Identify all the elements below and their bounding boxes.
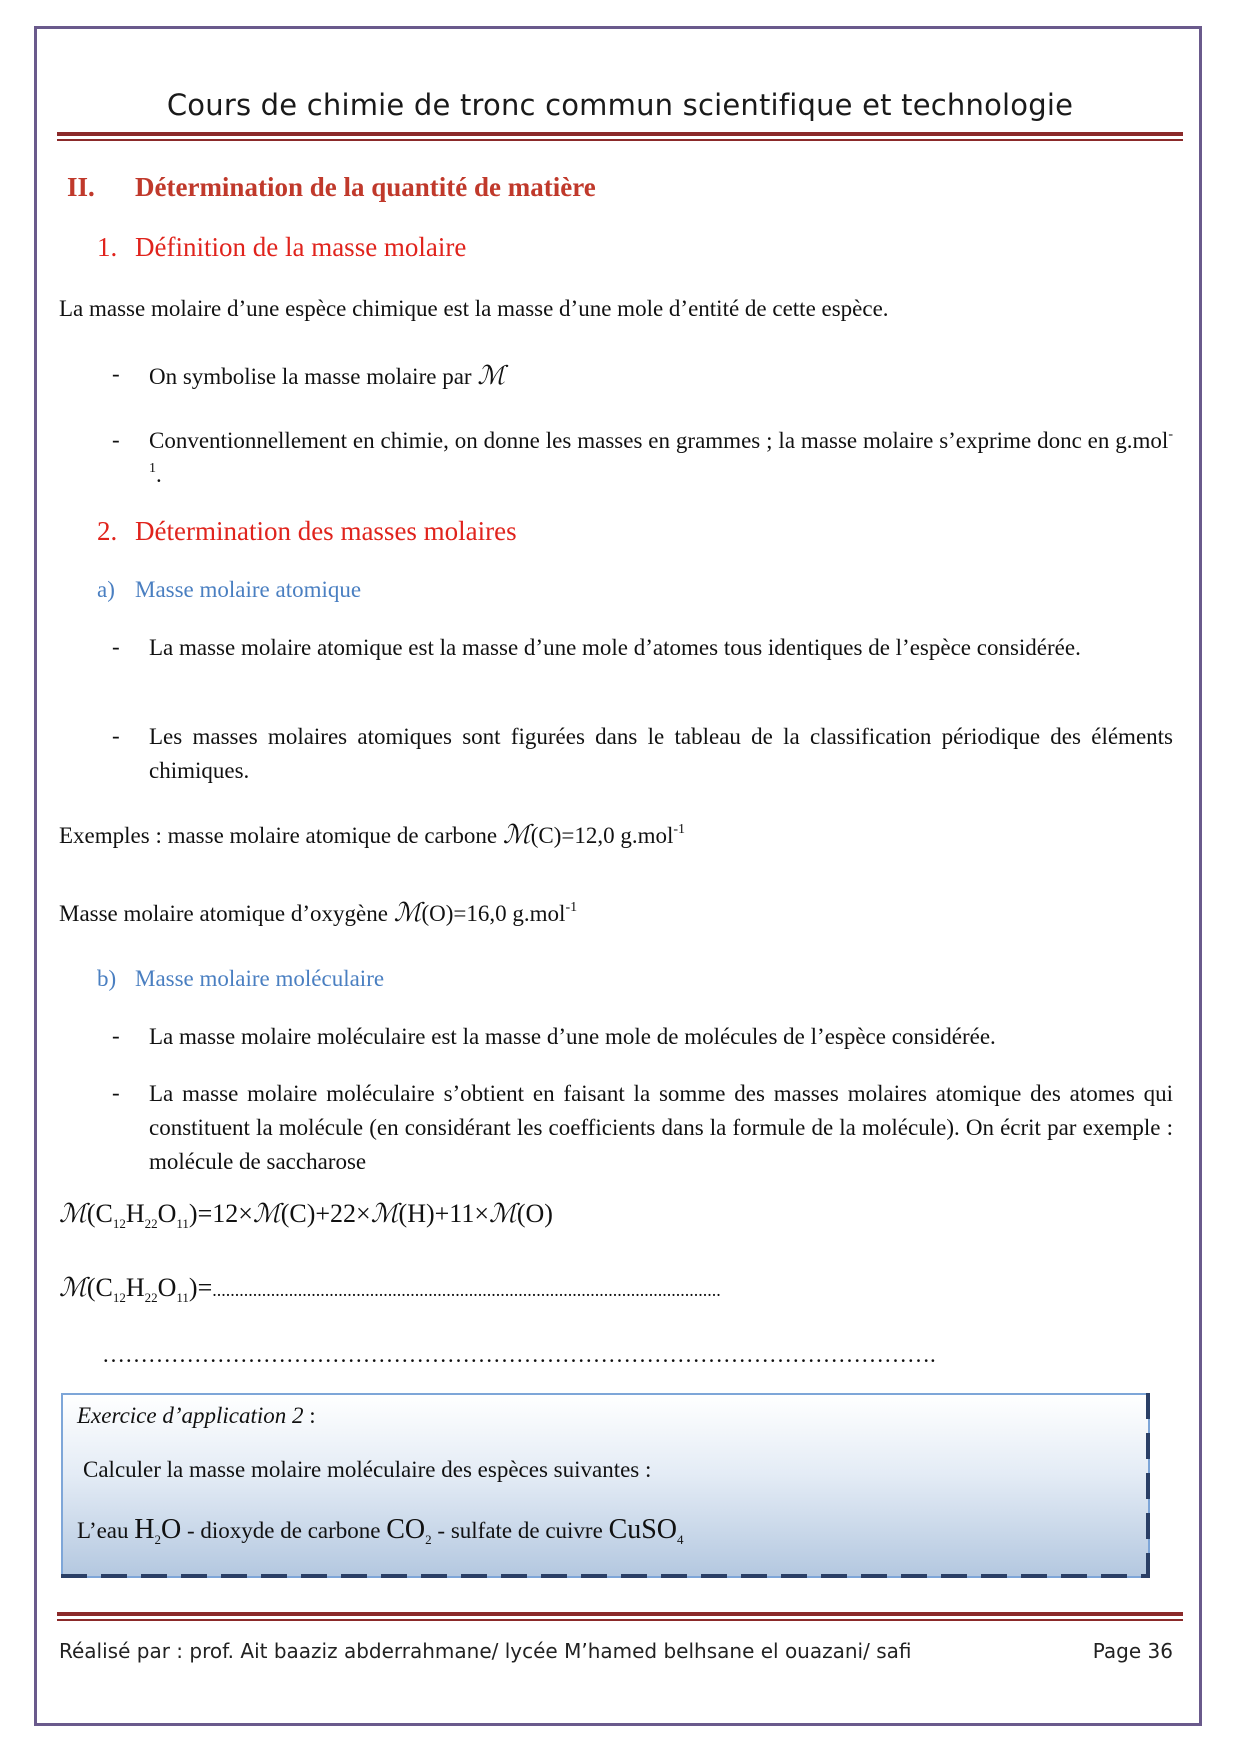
- element: C: [95, 1273, 113, 1302]
- exercise-box-dashed-border: [61, 1574, 1150, 1578]
- paren: ): [188, 1273, 198, 1302]
- subscript: 11: [176, 1216, 189, 1231]
- element: H: [125, 1273, 145, 1302]
- exercise-item-label: L’eau: [77, 1518, 135, 1543]
- example-value: (O)=16,0 g.mol: [421, 901, 566, 926]
- formula-term: =12×: [197, 1199, 253, 1228]
- subsection-b-title: Masse molaire moléculaire: [135, 966, 385, 991]
- example-prefix: Exemples : masse molaire atomique de carbone: [59, 823, 503, 848]
- bullet-text: La masse molaire moléculaire est la masse d’une mole de molécules de l’espèce considérée.: [149, 1024, 996, 1049]
- subsection-1-title: Définition de la masse molaire: [135, 232, 467, 262]
- exercise-items: [77, 1514, 684, 1546]
- element: H: [134, 1514, 155, 1545]
- subscript: 22: [144, 1216, 158, 1231]
- subscript: 12: [112, 1216, 126, 1231]
- element: O: [161, 1514, 182, 1545]
- formula-saccharose-answer: [59, 1273, 721, 1303]
- bullet-dash: -: [112, 723, 120, 748]
- subscript: 4: [677, 1532, 684, 1547]
- bullet-text: Conventionnellement en chimie, on donne les masses en grammes ; la masse molaire s’exprime donc en g.mol: [149, 428, 1169, 453]
- element: CuSO: [608, 1514, 678, 1545]
- formula-term: (H)+11×: [398, 1199, 489, 1228]
- header-rule: [57, 132, 1183, 136]
- example-prefix: Masse molaire atomique d’oxygène: [59, 901, 394, 926]
- answer-dots: .................................................................................................................: [212, 1280, 721, 1300]
- subsection-b-label: b): [97, 966, 117, 991]
- header-rule-thin: [57, 139, 1183, 141]
- exercise-instruction: Calculer la masse molaire moléculaire des espèces suivantes :: [83, 1457, 652, 1482]
- molar-mass-symbol: ℳ: [393, 898, 422, 928]
- element: C: [95, 1199, 113, 1228]
- formula-term: =: [197, 1273, 213, 1302]
- subscript: 2: [154, 1532, 161, 1547]
- bullet-dash: -: [112, 634, 120, 659]
- bullet-text: La masse molaire atomique est la masse d’une mole d’atomes tous identiques de l’espèce considérée.: [149, 635, 1081, 660]
- example-carbon: [59, 820, 685, 850]
- bullet-dash: -: [112, 427, 120, 452]
- molar-mass-symbol: ℳ: [489, 1199, 517, 1229]
- paren: (: [86, 1199, 96, 1228]
- definition-text: La masse molaire d’une espèce chimique est la masse d’une mole d’entité de cette espèce.: [59, 296, 889, 321]
- element: O: [157, 1199, 177, 1228]
- footer-rule: [57, 1612, 1183, 1616]
- molar-mass-symbol: ℳ: [59, 1199, 87, 1229]
- bullet-text: Les masses molaires atomiques sont figurées dans le tableau de la classification périodique des éléments chimiques.: [149, 724, 1173, 783]
- molar-mass-symbol: ℳ: [502, 820, 531, 850]
- bullet-text: On symbolise la masse molaire par: [149, 364, 472, 389]
- formula-cuso4: [609, 1514, 684, 1545]
- footer-page-number: Page 36: [1092, 1639, 1173, 1663]
- molar-mass-symbol: ℳ: [252, 1199, 281, 1229]
- subscript: 22: [144, 1290, 158, 1305]
- formula-term: (O): [516, 1199, 553, 1228]
- subsection-a-label: a): [97, 577, 115, 602]
- formula-co2: [386, 1514, 431, 1545]
- section-title: Détermination de la quantité de matière: [135, 172, 596, 202]
- subscript: 11: [176, 1290, 189, 1305]
- header-title: Cours de chimie de tronc commun scientifique et technologie: [166, 88, 1074, 122]
- paren: (: [86, 1273, 96, 1302]
- molar-mass-symbol: ℳ: [370, 1199, 399, 1229]
- section-number: II.: [67, 172, 95, 202]
- exercise-item-label: - sulfate de cuivre: [437, 1518, 609, 1543]
- element: H: [125, 1199, 145, 1228]
- superscript: -1: [565, 900, 578, 915]
- element: O: [157, 1273, 177, 1302]
- molar-mass-symbol: ℳ: [477, 361, 506, 391]
- answer-dots-line: ……………………………………………………………………………………………….: [102, 1342, 936, 1367]
- superscript: -1: [149, 427, 1173, 476]
- formula-term: (C)+22×: [280, 1199, 371, 1228]
- subscript: 2: [425, 1532, 432, 1547]
- example-value: (C)=12,0 g.mol: [530, 823, 674, 848]
- paren: ): [188, 1199, 198, 1228]
- bullet-symbol-text: [149, 361, 505, 391]
- molar-mass-symbol: ℳ: [59, 1273, 87, 1303]
- exercise-box-dashed-border-right: [1146, 1393, 1150, 1578]
- bullet-dash: -: [112, 1023, 120, 1048]
- bullet-dash: -: [112, 361, 120, 386]
- footer-rule-thin: [57, 1619, 1183, 1621]
- subsection-a-title: Masse molaire atomique: [135, 577, 362, 602]
- exercise-item-label: - dioxyde de carbone: [186, 1518, 387, 1543]
- subscript: 12: [112, 1290, 126, 1305]
- subsection-1-number: 1.: [97, 232, 118, 262]
- superscript: -1: [673, 822, 686, 837]
- exercise-title-colon: :: [303, 1403, 316, 1428]
- formula-water: [134, 1514, 181, 1545]
- formula-saccharose: [59, 1199, 553, 1229]
- bullet-end: .: [156, 462, 162, 487]
- exercise-title: [77, 1403, 316, 1429]
- bullet-unit-text: [149, 424, 1173, 492]
- example-oxygen: [59, 898, 577, 928]
- exercise-title-text: Exercice d’application 2: [77, 1403, 304, 1428]
- element: CO: [386, 1514, 426, 1545]
- subsection-2-title: Détermination des masses molaires: [135, 516, 517, 546]
- bullet-text: La masse molaire moléculaire s’obtient en faisant la somme des masses molaires atomique des atomes qui constituent la molécule (en considérant les coefficients dans la formule de la molécule). On écrit par exemple : molécule de saccharose: [149, 1081, 1173, 1174]
- footer-author: Réalisé par : prof. Ait baaziz abderrahmane/ lycée M’hamed belhsane el ouazani/ safi: [59, 1639, 912, 1663]
- subsection-2-number: 2.: [97, 516, 118, 546]
- bullet-dash: -: [112, 1080, 120, 1105]
